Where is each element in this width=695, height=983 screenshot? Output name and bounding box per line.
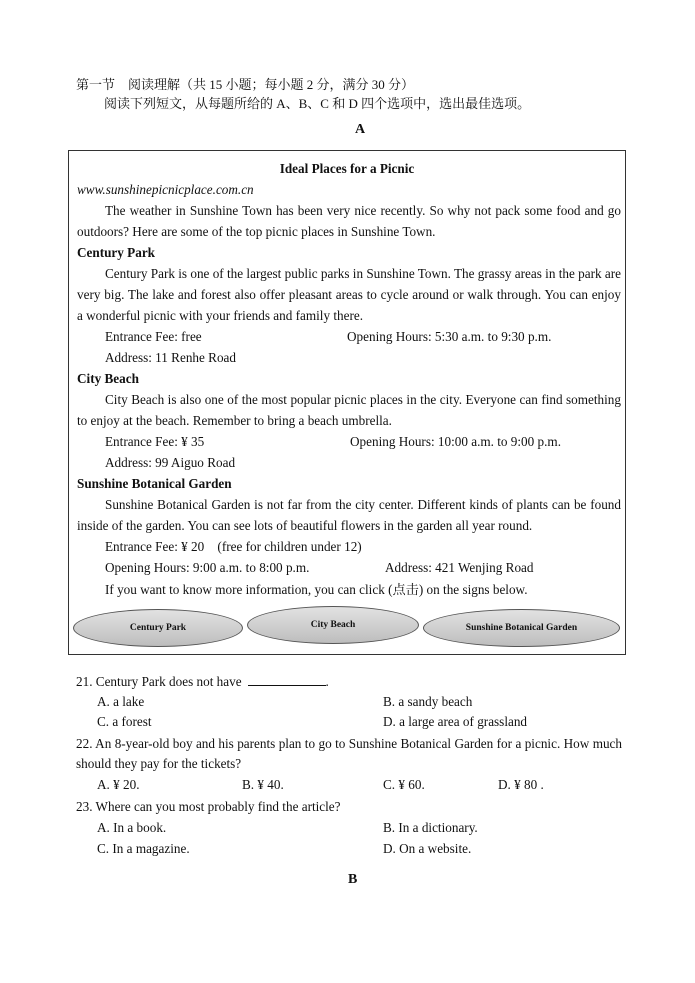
article-url: www.sunshinepicnicplace.com.cn xyxy=(77,182,254,197)
question-stem: 23. Where can you most probably find the article? xyxy=(76,799,341,814)
place-description-city-beach: City Beach is also one of the most popular picnic places in the city. Everyone can find something to enjoy at the beach. Remember to bring a beach umbrella. xyxy=(77,392,621,428)
option-23-a[interactable]: A. In a book. xyxy=(97,820,167,835)
question-23 xyxy=(76,797,341,817)
more-info-text: If you want to know more information, you can click (点击) on the signs below. xyxy=(105,582,528,597)
answer-blank xyxy=(248,673,326,686)
article-box xyxy=(68,150,626,655)
option-21-b[interactable]: B. a sandy beach xyxy=(383,694,473,709)
entrance-fee-city-beach xyxy=(105,431,605,452)
address-city-beach: Address: 99 Aiguo Road xyxy=(105,455,236,470)
option-22-d[interactable]: D. ¥ 80 . xyxy=(498,777,544,792)
place-description-century-park: Century Park is one of the largest public parks in Sunshine Town. The grassy areas in the park are very big. The lake and forest also offer pleasant areas to cycle around or walk through. You can enjoy a wonderful picnic with your friends and family there. xyxy=(77,266,621,323)
option-23-c[interactable]: C. In a magazine. xyxy=(97,841,190,856)
entrance-fee-text: Entrance Fee: ¥ 35 xyxy=(105,434,205,449)
instruction-text: 阅读下列短文，从每题所给的 A、B、C 和 D 四个选项中，选出最佳选项。 xyxy=(104,96,531,111)
article-intro: The weather in Sunshine Town has been very nice recently. So why not pack some food and go outdoors? Here are some of the top picnic places in Sunshine Town. xyxy=(77,203,621,239)
option-22-c[interactable]: C. ¥ 60. xyxy=(383,777,425,792)
place-description-botanical-garden: Sunshine Botanical Garden is not far from the city center. Different kinds of plants can be found inside of the garden. You can see lots of beautiful flowers in the garden all year round. xyxy=(77,497,621,533)
place-heading-century-park: Century Park xyxy=(77,245,156,260)
sign-label: Century Park xyxy=(129,623,187,633)
option-21-a[interactable]: A. a lake xyxy=(97,694,145,709)
passage-a-label: A xyxy=(355,122,366,137)
hours-address-botanical-garden xyxy=(105,557,605,578)
question-stem: 22. An 8-year-old boy and his parents plan to go to Sunshine Botanical Garden for a picnic. How much should they pay for the tickets? xyxy=(76,736,622,771)
article-title: Ideal Places for a Picnic xyxy=(279,161,415,176)
entrance-fee-botanical-garden: Entrance Fee: ¥ 20 (free for children under 12) xyxy=(105,539,362,554)
sign-label: City Beach xyxy=(310,620,356,630)
option-22-b[interactable]: B. ¥ 40. xyxy=(242,777,284,792)
section-header: 第一节 阅读理解（共 15 小题；每小题 2 分，满分 30 分） xyxy=(76,77,415,92)
entrance-fee-century-park xyxy=(105,326,605,347)
sign-button-city-beach[interactable] xyxy=(247,606,419,644)
option-23-b[interactable]: B. In a dictionary. xyxy=(383,820,478,835)
opening-hours-botanical-garden: Opening Hours: 9:00 a.m. to 8:00 p.m. xyxy=(105,560,310,575)
sign-button-century-park[interactable] xyxy=(73,609,243,647)
option-21-c[interactable]: C. a forest xyxy=(97,714,152,729)
question-stem-end: . xyxy=(325,674,329,689)
opening-hours-city-beach: Opening Hours: 10:00 a.m. to 9:00 p.m. xyxy=(350,434,561,449)
passage-b-label: B xyxy=(348,872,358,887)
sign-label: Sunshine Botanical Garden xyxy=(465,623,578,633)
address-botanical-garden: Address: 421 Wenjing Road xyxy=(385,560,534,575)
sign-button-botanical-garden[interactable] xyxy=(423,609,620,647)
question-22 xyxy=(76,734,622,774)
question-stem: 21. Century Park does not have xyxy=(76,674,242,689)
option-21-d[interactable]: D. a large area of grassland xyxy=(383,714,528,729)
place-heading-city-beach: City Beach xyxy=(77,371,139,386)
option-23-d[interactable]: D. On a website. xyxy=(383,841,472,856)
opening-hours-century-park: Opening Hours: 5:30 a.m. to 9:30 p.m. xyxy=(347,329,552,344)
option-22-a[interactable]: A. ¥ 20. xyxy=(97,777,140,792)
entrance-fee-text: Entrance Fee: free xyxy=(105,329,202,344)
question-21 xyxy=(76,672,329,692)
address-century-park: Address: 11 Renhe Road xyxy=(105,350,236,365)
place-heading-botanical-garden: Sunshine Botanical Garden xyxy=(77,476,232,491)
